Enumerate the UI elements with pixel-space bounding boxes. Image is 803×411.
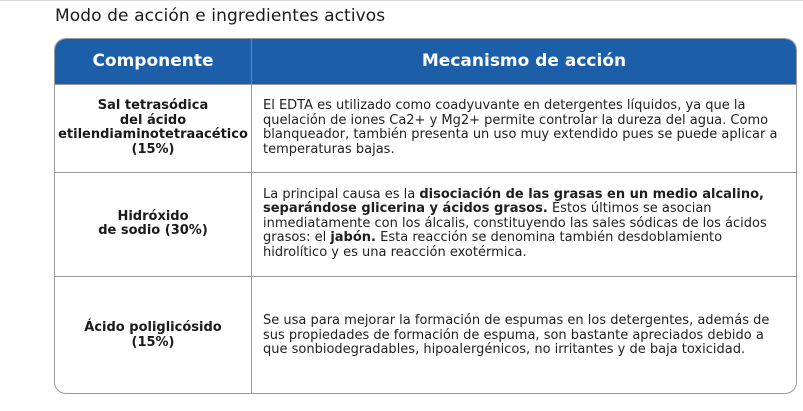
component-percentage: (15%) <box>131 334 175 350</box>
table-row <box>55 172 796 276</box>
header-mechanism: Mecanismo de acción <box>252 39 797 84</box>
table-row <box>55 84 796 172</box>
component-name-line: Sal tetrasódica <box>97 98 209 113</box>
mechanism-emphasis: disociación de las grasas en un medio alcalino, separándose glicerina y ácidos grasos. <box>263 186 764 217</box>
component-name-line: etilendiaminotetraacético <box>58 127 248 142</box>
table-row <box>55 276 796 394</box>
component-cell <box>55 172 252 276</box>
header-component: Componente <box>92 51 214 72</box>
component-cell <box>55 276 252 394</box>
ingredients-table <box>55 39 796 394</box>
top-divider <box>0 0 803 1</box>
component-percentage: (15%) <box>131 141 175 157</box>
component-name-line: de sodio (30%) <box>98 223 208 238</box>
mechanism-cell: El EDTA es utilizado como coadyuvante en detergentes líquidos, ya que la quelación de iones Ca2+ y Mg2+ permite controlar la dureza del agua. Como blanqueador, también presenta un uso muy extendido pues se puede aplicar a temperaturas bajas. <box>252 84 797 172</box>
mechanism-text: Estos últimos se asocian inmediatamente con los álcalis, constituyendo las sales sódicas de los ácidos grasos: el <box>263 201 767 246</box>
component-cell <box>55 84 252 172</box>
section-heading: Modo de acción e ingredientes activos <box>55 6 386 26</box>
table-header-row <box>55 39 796 84</box>
mechanism-cell: Se usa para mejorar la formación de espumas en los detergentes, además de sus propiedades de formación de espuma, son bastante apreciados debido a que sonbiodegradables, hipoalergénicos, no irritantes y de baja toxicidad. <box>252 276 797 394</box>
component-name-line: del ácido <box>119 112 187 128</box>
mechanism-cell <box>252 172 797 276</box>
mechanism-text: Esta reacción se denomina también desdoblamiento hidrolítico y es una reacción exotérmica. <box>263 230 723 260</box>
mechanism-emphasis: jabón. <box>330 230 376 246</box>
ingredients-table-card <box>54 38 797 394</box>
component-name-line: Hidróxido <box>117 208 189 224</box>
mechanism-text: La principal causa es la <box>263 186 420 202</box>
component-name-line: Ácido poliglicósido <box>84 320 222 336</box>
